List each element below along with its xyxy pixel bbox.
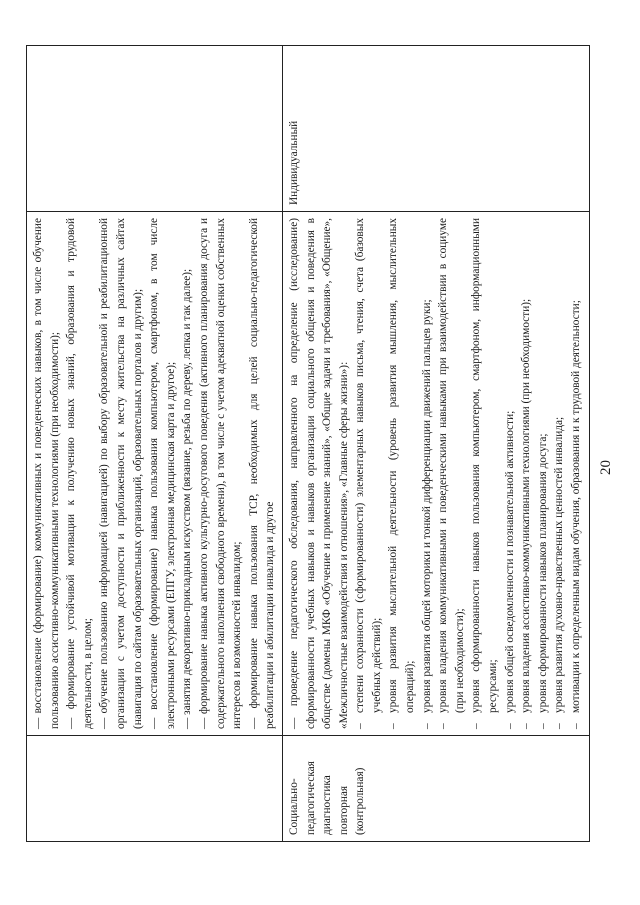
content-line: — обучение пользованию информацией (навигацией) по выбору образовательной и реабилитационной организации с учетом доступности и приближенности к месту жительства на различных сайтах (навигация по сайтам образовательных организаций, образовательных порталов и другим);	[98, 218, 144, 729]
list-item: – уровня владения ассистивно-коммуникативными технологиями (при необходимости);	[520, 298, 533, 729]
service-form: Индивидуальный	[287, 120, 300, 205]
page-number: 20	[598, 460, 614, 475]
list-item: – степени сохранности (сформированности) элементарных навыков письма, чтения, счета (базовых учебных действий);	[354, 218, 383, 729]
content-line: — формирование навыка активного культурно-досугового поведения (активного планирования досуга и содержательного наполнения свободного времени), в том числе с учетом адекватной оценки собственных интересов и возможностей инвалидом;	[197, 218, 244, 729]
list-item: – мотивации к определенным видам обучения, образования и к трудовой деятельности;	[570, 300, 582, 729]
list-item: – уровня владения коммуникативными и поведенческими навыками при взаимодействии в социуме (при необходимости);	[437, 218, 466, 729]
service-form-cell	[27, 46, 283, 212]
service-name-cell	[27, 736, 283, 842]
content-line: — восстановление (формирование) навыка пользования компьютером, смартфоном, в том числе электронными ресурсами (ЕПГУ, электронная медицинская карта и другое);	[148, 218, 177, 729]
service-content-cell	[27, 212, 283, 736]
list-item: – уровня сформированности навыков пользования компьютером, смартфоном, информационными ресурсами;	[470, 218, 500, 729]
table-row	[282, 46, 589, 842]
content-intro: — проведение педагогического обследования, направленного на определение (исследование) сформированности учебных навыков и навыков организации социального общения и поведения в обществе (домены МКФ «Обучение и применение знаний», «Общие задачи и требования», «Общение», «Межличностные взаимодействия и отношения», «Главные сферы жизни»):	[287, 218, 350, 729]
content-line: — занятия декоративно-прикладным искусством (вязание, резьба по дереву, лепка и так далее);	[181, 268, 194, 729]
list-item: – уровня сформированности навыков планирования досуга;	[536, 433, 549, 729]
service-name-cell	[282, 736, 589, 842]
table-row	[27, 46, 283, 842]
content-line: — восстановление (формирование) коммуникативных и поведенческих навыков, в том числе обучение пользованию ассистивно-коммуникативными технологиями (при необходимости);	[32, 218, 61, 729]
service-content-cell	[282, 212, 589, 736]
content-line: — формирование навыка пользования ТСР, необходимых для целей социально-педагогической реабилитации и абилитации инвалида и другое	[247, 218, 277, 729]
list-item: – уровня развития общей моторики и тонкой дифференциации движений пальцев руки;	[420, 299, 433, 729]
service-form-cell	[282, 46, 589, 212]
list-item: – уровня развития мыслительной деятельности (уровень развития мышления, мыслительных операций);	[387, 218, 417, 729]
content-line: — формирование устойчивой мотивации к получению новых знаний, образования и трудовой деятельности, в целом;	[65, 218, 94, 729]
list-item: – уровня развития духовно-нравственных ценностей инвалида;	[553, 416, 566, 729]
service-name: Социально-педагогическая диагностика повторная (контрольная)	[287, 761, 367, 835]
service-table	[26, 45, 590, 842]
list-item: – уровня общей осведомленности и познавательной активности;	[503, 410, 516, 729]
